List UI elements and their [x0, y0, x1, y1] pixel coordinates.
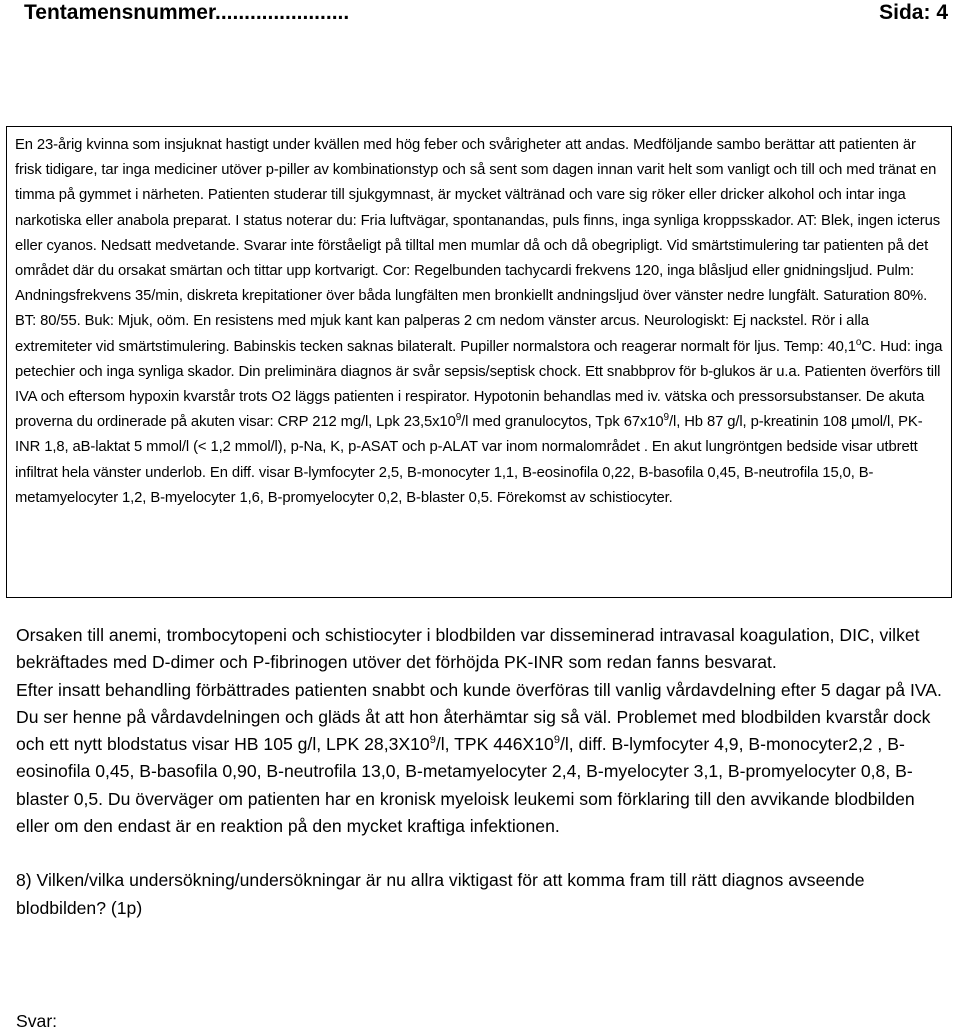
followup-text-part-3: /l, diff. B-lymfocyter 4,9, B-monocyter2,2 , B-eosinofila 0,45, B-basofila 0,90, B-neutrofila 13,0, B-metamyelocyter 2,4, B-myelocyter 3,1, B-promyelocyter 0,8, B-blaster 0,5. Du överväger om patienten har en kronisk myeloisk leukemi som förklaring till den avvikande blodbilden eller om den endast är en reaktion på den mycket kraftiga infektionen.	[16, 734, 915, 837]
degree-superscript: o	[855, 336, 862, 348]
case-text-part-2: C. Hud: inga petechier och inga synliga skador. Din preliminära diagnos är svår sepsis/septisk chock. Ett snabbprov för b-glukos är u.a. Patienten överförs till IVA och eftersom hypoxin kvarstår trots O2 läggs patienten i respirator. Hypotonin behandlas med iv. vätska och pressorsubstanser. De akuta proverna du ordinerade på akuten visar: CRP 212 mg/l, Lpk 23,5x10	[15, 338, 943, 431]
exponent-superscript: 9	[553, 734, 560, 747]
page-header	[0, 0, 960, 30]
case-description-text	[15, 133, 943, 511]
answer-label: Svar:	[16, 1011, 58, 1031]
case-text-part-4: /l, Hb 87 g/l, p-kreatinin 108 µmol/l, PK-INR 1,8, aB-laktat 5 mmol/l (< 1,2 mmol/l), p-Na, K, p-ASAT och p-ALAT var inom normalområdet . En akut lungröntgen bedside visar utbrett infiltrat hela vänster underlob. En diff. visar B-lymfocyter 2,5, B-monocyter 1,1, B-eosinofila 0,22, B-basofila 0,45, B-neutrofila 15,0, B-metamyelocyter 1,2, B-myelocyter 1,6, B-promyelocyter 0,2, B-blaster 0,5. Förekomst av schistiocyter.	[15, 414, 923, 506]
dic-paragraph: Orsaken till anemi, trombocytopeni och schistiocyter i blodbilden var disseminerad intravasal koagulation, DIC, vilket bekräftades med D-dimer och P-fibrinogen utöver det förhöjda PK-INR som redan fanns besvarat.	[16, 625, 920, 673]
case-text-part-1: En 23-årig kvinna som insjuknat hastigt under kvällen med hög feber och svårigheter att andas. Medföljande sambo berättar att patienten är frisk tidigare, tar inga mediciner utöver p-piller av kombinationstyp och så sent som dagen innan varit helt som vanligt och till och med tränat en timma på gymmet i närheten. Patienten studerar till sjukgymnast, är mycket vältränad och vare sig röker eller dricker alkohol och intar inga narkotiska eller anabola preparat. I status noterar du: Fria luftvägar, spontanandas, puls finns, inga synliga kroppsskador. AT: Blek, ingen icterus eller cyanos. Nedsatt medvetande. Svarar inte förståeligt på tilltal men mumlar då och då obegripligt. Vid smärtstimulering tar patienten på det området där du orsakat smärtan och tittar upp kortvarigt. Cor: Regelbunden tachycardi frekvens 120, inga blåsljud eller gnidningsljud. Pulm: Andningsfrekvens 35/min, diskreta krepitationer över båda lungfälten men bronkiellt andningsljud över vänster nedre lungfält. Saturation 80%. BT: 80/55. Buk: Mjuk, oöm. En resistens med mjuk kant kan palperas 2 cm nedom vänster arcus. Neurologiskt: Ej nackstel. Rör i alla extremiteter vid smärtstimulering. Babinskis tecken saknas bilateralt. Pupiller normalstora och reagerar normalt för ljus. Temp: 40,1	[15, 137, 941, 355]
case-description-box	[6, 126, 952, 598]
main-content	[16, 622, 946, 922]
exponent-superscript: 9	[429, 734, 436, 747]
page-number-label: Sida: 4	[879, 1, 948, 24]
followup-text-part-1: Efter insatt behandling förbättrades patienten snabbt och kunde överföras till vanlig vårdavdelning efter 5 dagar på IVA. Du ser henne på vårdavdelningen och gläds åt att hon återhämtar sig så väl. Problemet med blodbilden kvarstår dock och ett nytt blodstatus visar HB 105 g/l, LPK 28,3X10	[16, 679, 942, 755]
exponent-superscript: 9	[455, 412, 462, 424]
exam-number-label: Tentamensnummer.......................	[24, 1, 350, 24]
followup-paragraph	[16, 677, 946, 841]
case-text-part-3: /l med granulocytos, Tpk 67x10	[461, 414, 664, 431]
question-text: 8) Vilken/vilka undersökning/undersökningar är nu allra viktigast för att komma fram till rätt diagnos avseende blodbilden? (1p)	[16, 870, 865, 918]
followup-text-part-2: /l, TPK 446X10	[435, 734, 554, 755]
exponent-superscript: 9	[663, 412, 669, 424]
